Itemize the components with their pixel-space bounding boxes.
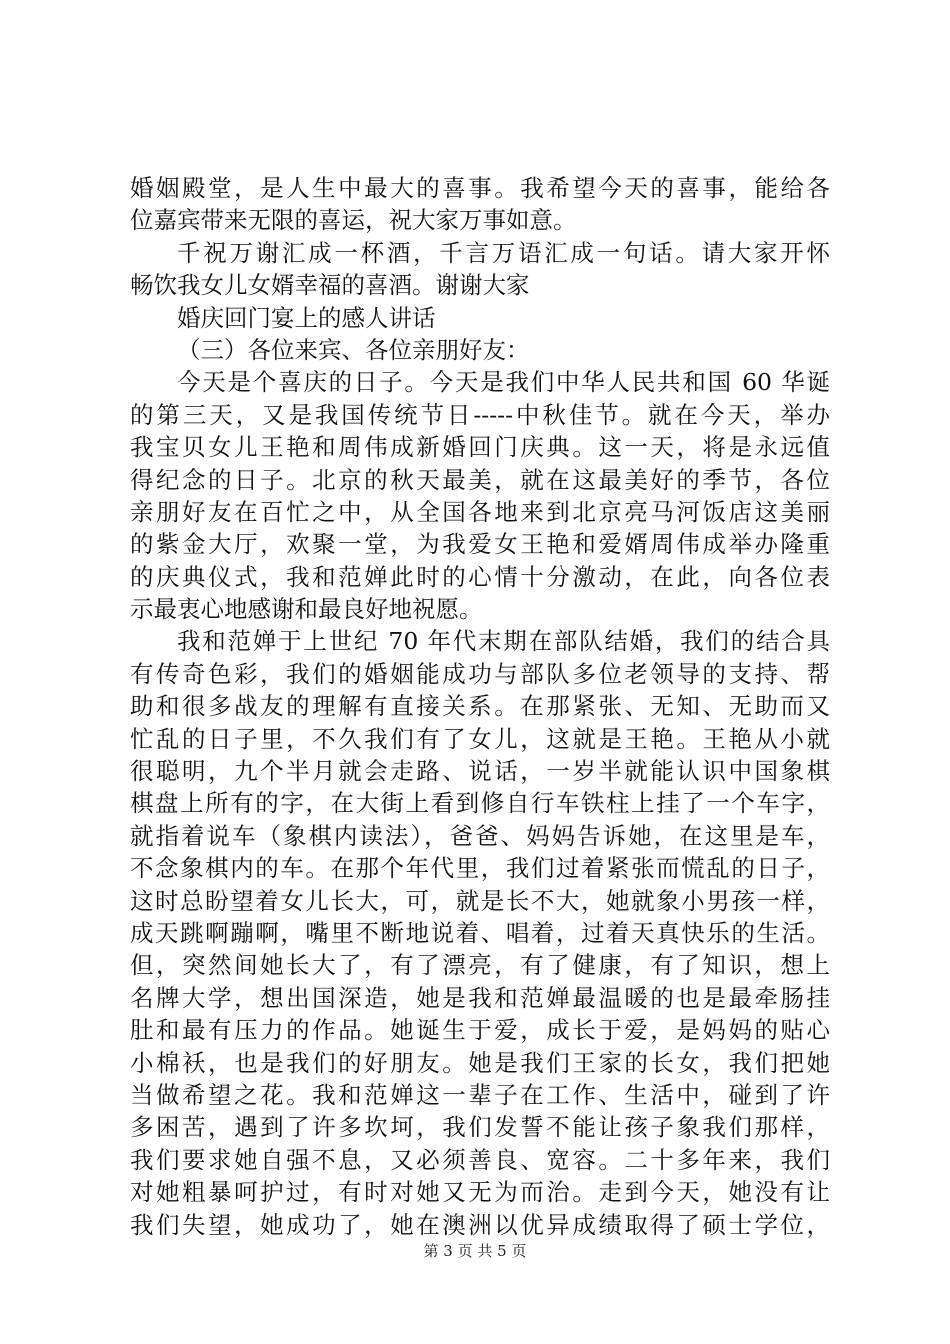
text-line: 我们要求她自强不息，又必须善良、宽容。二十多年来，我们 (130, 1145, 830, 1174)
text-line: 我和范婵于上世纪 70 年代末期在部队结婚，我们的结合具 (177, 627, 830, 656)
text-line: 对她粗暴呵护过，有时对她又无为而治。走到今天，她没有让 (130, 1178, 830, 1207)
text-line: 多困苦，遇到了许多坎坷，我们发誓不能让孩子象我们那样， (130, 1113, 830, 1142)
text-line: 示最衷心地感谢和最良好地祝愿。 (130, 595, 483, 624)
text-line: 今天是个喜庆的日子。今天是我们中华人民共和国 60 华诞 (177, 368, 830, 397)
text-line: 名牌大学，想出国深造，她是我和范婵最温暖的也是最牵肠挂 (130, 983, 830, 1012)
document-body (130, 172, 830, 1241)
text-line: 棋盘上所有的字，在大街上看到修自行车铁柱上挂了一个车字， (130, 789, 830, 818)
text-line: 当做希望之花。我和范婵这一辈子在工作、生活中，碰到了许 (130, 1080, 830, 1109)
text-line: 千祝万谢汇成一杯酒，千言万语汇成一句话。请大家开怀 (177, 238, 830, 267)
text-line: 婚姻殿堂，是人生中最大的喜事。我希望今天的喜事，能给各 (130, 174, 830, 202)
text-line: （三）各位来宾、各位亲朋好友： (177, 335, 530, 364)
text-line: 忙乱的日子里，不久我们有了女儿，这就是王艳。王艳从小就 (130, 724, 830, 753)
text-line: 的庆典仪式，我和范婵此时的心情十分激动，在此，向各位表 (130, 562, 830, 591)
text-line: 有传奇色彩，我们的婚姻能成功与部队多位老领导的支持、帮 (130, 659, 830, 688)
text-line: 我们失望，她成功了，她在澳洲以优异成绩取得了硕士学位， (130, 1210, 830, 1239)
text-line: 位嘉宾带来无限的喜运，祝大家万事如意。 (130, 206, 577, 235)
text-line: 这时总盼望着女儿长大，可，就是长不大，她就象小男孩一样， (130, 886, 830, 915)
page-number-footer: 第 3 页 共 5 页 (423, 1242, 527, 1260)
text-line: 畅饮我女儿女婿幸福的喜酒。谢谢大家 (130, 271, 530, 300)
text-line: 很聪明，九个半月就会走路、说话，一岁半就能认识中国象棋 (130, 757, 830, 786)
text-line: 成天跳啊蹦啊，嘴里不断地说着、唱着，过着天真快乐的生活。 (130, 918, 830, 947)
text-line: 就指着说车（象棋内读法），爸爸、妈妈告诉她，在这里是车， (130, 821, 830, 850)
text-line: 不念象棋内的车。在那个年代里，我们过着紧张而慌乱的日子， (130, 854, 830, 883)
text-line: 的紫金大厅，欢聚一堂，为我爱女王艳和爱婿周伟成举办隆重 (130, 530, 830, 559)
text-line: 亲朋好友在百忙之中，从全国各地来到北京亮马河饭店这美丽 (130, 497, 830, 526)
text-line: 的第三天，又是我国传统节日-----中秋佳节。就在今天，举办 (130, 400, 830, 429)
text-line: 婚庆回门宴上的感人讲话 (177, 303, 436, 332)
text-line: 我宝贝女儿王艳和周伟成新婚回门庆典。这一天，将是永远值 (130, 433, 830, 462)
text-line: 小棉袄，也是我们的好朋友。她是我们王家的长女，我们把她 (130, 1048, 830, 1077)
text-line: 但，突然间她长大了，有了漂亮，有了健康，有了知识，想上 (130, 951, 830, 980)
text-line: 得纪念的日子。北京的秋天最美，就在这最美好的季节，各位 (130, 465, 830, 494)
text-line: 肚和最有压力的作品。她诞生于爱，成长于爱，是妈妈的贴心 (130, 1016, 830, 1045)
text-line: 助和很多战友的理解有直接关系。在那紧张、无知、无助而又 (130, 692, 830, 721)
